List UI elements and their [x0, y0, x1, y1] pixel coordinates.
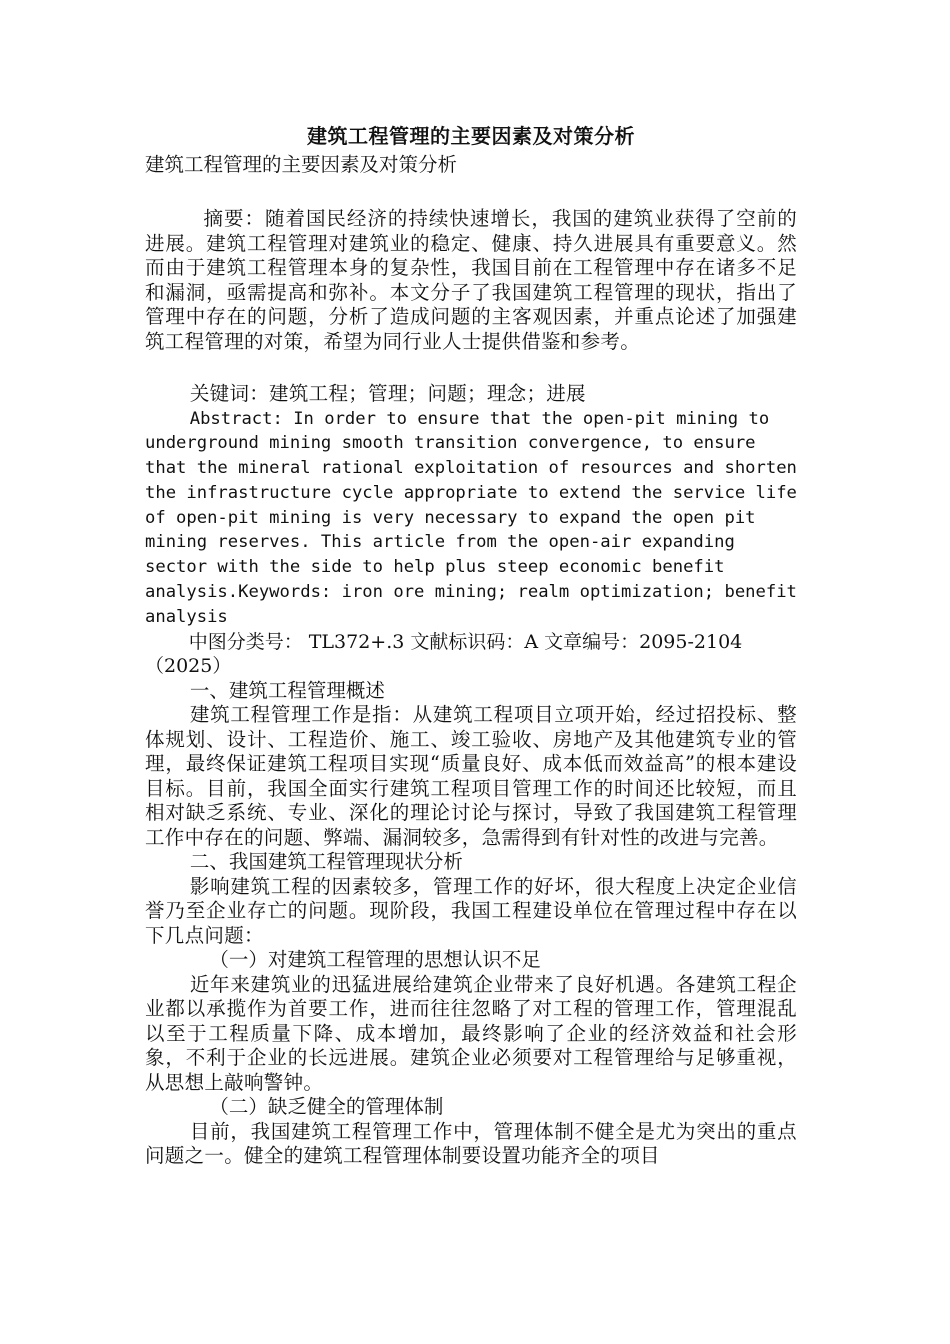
- keywords-chinese: 关键词：建筑工程；管理；问题；理念；进展: [189, 382, 586, 405]
- subsection-paragraph-1: 近年来建筑业的迅猛进展给建筑企业带来了良好机遇。各建筑工程企业都以承揽作为首要工作，进而往往忽略了对工程的管理工作，管理混乱以至于工程质量下降、成本增加，最终影响了企业的经济效益和社会形象，不利于企业的长远进展。建筑企业必须要对工程管理给与足够重视，从思想上敲响警钟。: [145, 972, 797, 1094]
- classification-line: 中图分类号： TL372+.3 文献标识码：A 文章编号：2095-2104（2025）: [145, 630, 743, 678]
- document-body: [145, 121, 797, 1169]
- section-heading-2: 二、我国建筑工程管理现状分析: [189, 850, 463, 874]
- subsection-heading-2: （二）缺乏健全的管理体制: [209, 1095, 444, 1119]
- section-paragraph-2: 影响建筑工程的因素较多，管理工作的好坏，很大程度上决定企业信誉乃至企业存亡的问题。现阶段，我国工程建设单位在管理过程中存在以下几点问题：: [145, 874, 797, 947]
- blank-line: [145, 354, 797, 382]
- subsection-paragraph-2: 目前，我国建筑工程管理工作中，管理体制不健全是尤为突出的重点问题之一。健全的建筑工程管理体制要设置功能齐全的项目: [145, 1119, 797, 1168]
- section-paragraph-1: 建筑工程管理工作是指：从建筑工程项目立项开始，经过招投标、整体规划、设计、工程造价、施工、竣工验收、房地产及其他建筑专业的管理，最终保证建筑工程项目实现“质量良好、成本低而效益高”的根本建设目标。目前，我国全面实行建筑工程项目管理工作的时间还比较短，而且相对缺乏系统、专业、深化的理论讨论与探讨，导致了我国建筑工程管理工作中存在的问题、弊端、漏洞较多，急需得到有针对性的改进与完善。: [145, 703, 797, 849]
- blank-line: [145, 179, 797, 207]
- subsection-heading-1: （一）对建筑工程管理的思想认识不足: [209, 948, 541, 972]
- document-title: 建筑工程管理的主要因素及对策分析: [307, 124, 635, 148]
- section-heading-1: 一、建筑工程管理概述: [189, 678, 385, 702]
- document-subtitle: 建筑工程管理的主要因素及对策分析: [145, 153, 458, 176]
- abstract-chinese: 摘要：随着国民经济的持续快速增长，我国的建筑业获得了空前的进展。建筑工程管理对建筑业的稳定、健康、持久进展具有重要意义。然而由于建筑工程管理本身的复杂性，我国目前在工程管理中存在诸多不足和漏洞，亟需提高和弥补。本文分子了我国建筑工程管理的现状，指出了管理中存在的问题，分析了造成问题的主客观因素，并重点论述了加强建筑工程管理的对策，希望为同行业人士提供借鉴和参考。: [145, 207, 797, 353]
- abstract-english: Abstract: In order to ensure that the open-pit mining to underground mining smooth transition convergence, to ensure that the mineral rational exploitation of resources and shorten the infrastructure cycle appropriate to extend the service life of open-pit mining is very necessary to expand the open pit mining reserves. This article from the open-air expanding sector with the side to help plus steep economic benefit analysis.Keywords: iron ore mining; realm optimization; benefit analysis: [145, 408, 797, 627]
